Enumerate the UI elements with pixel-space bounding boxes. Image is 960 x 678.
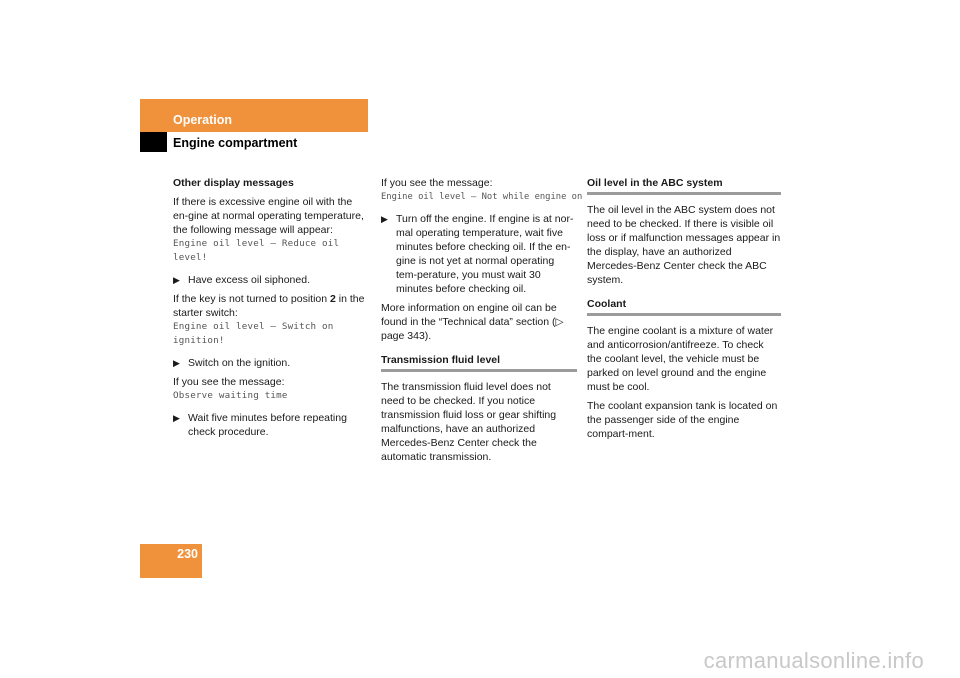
position-number: 2 [330, 293, 336, 305]
bullet-text: Turn off the engine. If engine is at nor-mal operating temperature, wait five minutes before checking oil. If the en-gine is not yet at normal operating tem-perature, you must wait 30 minutes before checking oil. [396, 213, 574, 295]
paragraph: More information on engine oil can be found in the “Technical data” section (▷ page 343). [381, 302, 564, 342]
heading-other-messages: Other display messages [173, 177, 294, 189]
section-title: Operation [173, 113, 233, 127]
display-message: Engine oil level – Not while engine on [381, 192, 583, 202]
column-3 [587, 176, 781, 446]
paragraph: If there is excessive engine oil with the en-gine at normal operating temperature, the following message will appear: [173, 196, 364, 236]
paragraph: The engine coolant is a mixture of water and anticorrosion/antifreeze. To check the coolant level, the vehicle must be parked on level ground and the engine must be cool. [587, 325, 774, 393]
header-marker [140, 132, 167, 152]
display-message: Engine oil level – Switch on ignition! [173, 321, 334, 346]
bullet-item [173, 411, 369, 439]
page-number-box [140, 544, 202, 578]
paragraph: The coolant expansion tank is located on the passenger side of the engine compart-ment. [587, 400, 778, 440]
arrow-bullet-icon: ▶ [381, 214, 388, 224]
page-number: 230 [177, 547, 198, 561]
heading-transmission-fluid: Transmission fluid level [381, 353, 577, 372]
column-2 [381, 176, 583, 469]
subsection-title: Engine compartment [173, 136, 298, 150]
bullet-text: Wait five minutes before repeating check procedure. [188, 412, 347, 438]
heading-abc-oil-level: Oil level in the ABC system [587, 176, 781, 195]
bullet-text: Have excess oil siphoned. [188, 274, 310, 286]
paragraph: The oil level in the ABC system does not need to be checked. If there is visible oil loss or if malfunction messages appear in the display, have an authorized Mercedes-Benz Center check the ABC system. [587, 204, 781, 286]
heading-coolant: Coolant [587, 297, 781, 316]
arrow-bullet-icon: ▶ [173, 358, 180, 368]
watermark-text: carmanualsonline.info [703, 648, 924, 673]
paragraph: The transmission fluid level does not need to be checked. If you notice transmission fluid loss or gear shifting malfunctions, have an authorized Mercedes-Benz Center check the automatic transmission. [381, 381, 557, 463]
text: in the starter switch: [173, 293, 365, 319]
paragraph [173, 292, 369, 320]
bullet-item [173, 273, 369, 287]
column-1 [173, 176, 369, 444]
paragraph: If you see the message: [173, 376, 285, 388]
arrow-bullet-icon: ▶ [173, 413, 180, 423]
bullet-item [173, 356, 369, 370]
arrow-bullet-icon: ▶ [173, 275, 180, 285]
bullet-text: Switch on the ignition. [188, 357, 291, 369]
paragraph: If you see the message: [381, 177, 493, 189]
display-message: Observe waiting time [173, 390, 288, 401]
text: If the key is not turned to position [173, 293, 331, 305]
bullet-item [381, 212, 577, 296]
display-message: Engine oil level – Reduce oil level! [173, 238, 340, 263]
